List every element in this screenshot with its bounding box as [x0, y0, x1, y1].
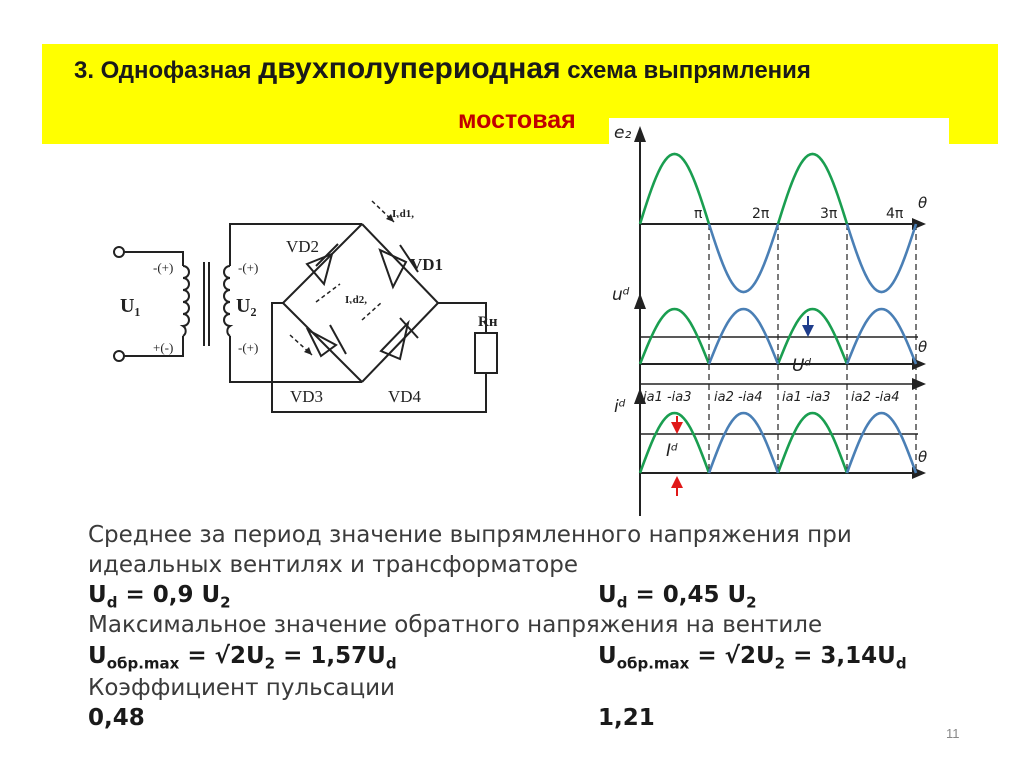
bridge-edge-vd4 — [362, 303, 438, 382]
label-ia1-ia3-first: iа1 -iа3 — [643, 390, 692, 405]
slide-subtitle: мостовая — [458, 106, 576, 134]
label-sec-top: -(+) — [238, 260, 259, 275]
label-ia1-ia3-second: iа1 -iа3 — [782, 390, 831, 405]
tick-pi: π — [694, 206, 703, 222]
label-in-neg: +(-) — [153, 340, 174, 355]
theta-ud: θ — [918, 338, 928, 356]
formula-ud-halfwave: $U_d = 0,45$ $U_2$ — [598, 582, 757, 612]
ripple-coef-halfwave: 1,21 — [598, 705, 655, 731]
text-line-3: Максимальное значение обратного напряжения на вентиле — [88, 612, 823, 638]
label-ia2-ia4-second: iа2 -iа4 — [851, 390, 900, 405]
diode-vd3 — [308, 325, 346, 356]
text-line-4: Коэффициент пульсации — [88, 675, 395, 701]
input-terminal-top — [114, 247, 124, 257]
label-id: iᵈ — [614, 397, 626, 417]
theta-e2: θ — [918, 194, 928, 212]
label-u1: U₁ — [120, 295, 141, 317]
tick-4pi: 4π — [886, 206, 904, 222]
formula-uobr-bridge: $U_{обр.max} = √2U_2 = 1,57U_d$ — [88, 643, 397, 673]
label-vd1: VD1 — [410, 255, 444, 274]
slide-title: 3. Однофазная двухполупериодная схема выпрямления — [74, 52, 811, 85]
label-sec-bot: -(+) — [238, 340, 259, 355]
label-ivd1: Iᵥd1, — [392, 208, 414, 220]
input-terminal-bottom — [114, 351, 124, 361]
secondary-winding — [224, 266, 230, 336]
page-number: 11 — [946, 726, 960, 741]
label-u2: U₂ — [236, 295, 257, 317]
tick-3pi: 3π — [820, 206, 838, 222]
label-ia2-ia4-first: iа2 -iа4 — [714, 390, 763, 405]
label-Id: Iᵈ — [666, 441, 678, 461]
label-vd2: VD2 — [286, 237, 320, 256]
label-rn: Rн — [478, 314, 498, 330]
theta-id: θ — [918, 448, 928, 466]
diode-vd4 — [381, 318, 418, 359]
label-ud: uᵈ — [612, 285, 630, 305]
label-ivd2: Iᵥd2, — [345, 294, 367, 306]
text-line-2: идеальных вентилях и трансформаторе — [88, 552, 579, 578]
bridge-edge-vd2 — [283, 224, 362, 303]
label-vd4: VD4 — [388, 387, 422, 406]
formula-ud-bridge: $U_d = 0,9$ $U_2$ — [88, 582, 231, 612]
formula-uobr-halfwave: $U_{обр.max} = √2U_2 = 3,14U_d$ — [598, 643, 907, 673]
graphs-panel — [609, 118, 949, 518]
label-vd3: VD3 — [290, 387, 324, 406]
primary-winding — [183, 266, 189, 336]
load-resistor — [475, 333, 497, 373]
text-line-1: Среднее за период значение выпрямленного напряжения при — [88, 522, 852, 548]
bridge-edge-vd3 — [283, 303, 362, 382]
label-in-pos: -(+) — [153, 260, 174, 275]
label-Ud: Uᵈ — [792, 356, 812, 376]
ripple-coef-bridge: 0,48 — [88, 705, 145, 731]
label-e2: e₂ — [614, 123, 632, 143]
tick-2pi: 2π — [752, 206, 770, 222]
current-arrow-vd2-path — [316, 284, 340, 302]
